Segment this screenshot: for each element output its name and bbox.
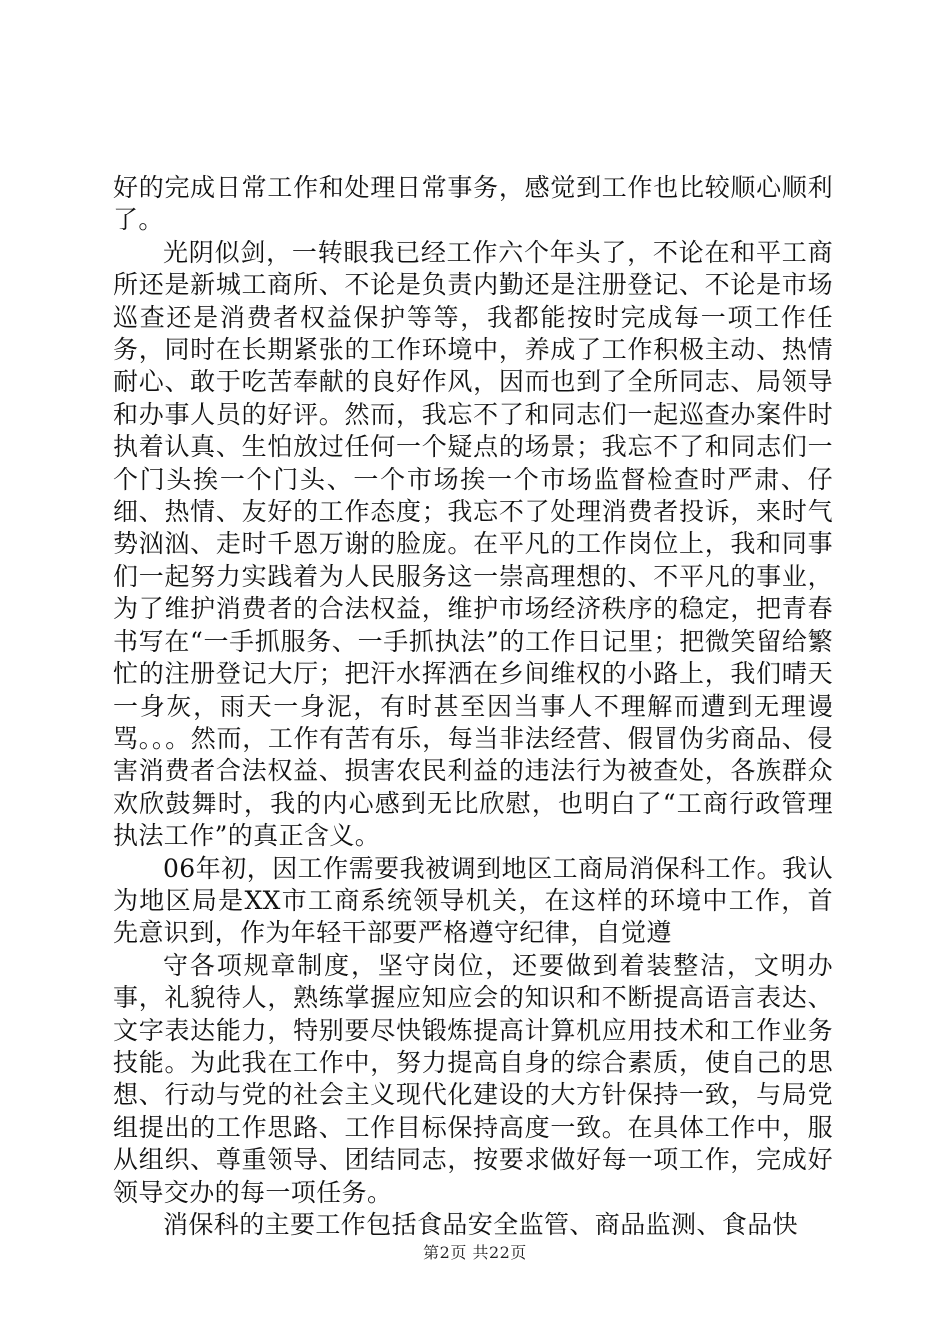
paragraph-1: 好的完成日常工作和处理日常事务，感觉到工作也比较顺心顺利了。 — [113, 173, 833, 235]
page-number-footer: 第2页 共22页 — [423, 1243, 527, 1262]
paragraph-4: 守各项规章制度，坚守岗位，还要做到着装整洁，文明办事，礼貌待人，熟练掌握应知应会的知识和不断提高语言表达、文字表达能力，特别要尽快锻炼提高计算机应用技术和工作业务技能。为此我在工作中，努力提高自身的综合素质，使自己的思想、行动与党的社会主义现代化建设的大方针保持一致，与局党组提出的工作思路、工作目标保持高度一致。在具体工作中，服从组织、尊重领导、团结同志，按要求做好每一项工作，完成好领导交办的每一项任务。 — [113, 950, 833, 1207]
paragraph-5: 消保科的主要工作包括食品安全监管、商品监测、食品快 — [163, 1210, 799, 1239]
paragraph-2: 光阴似剑，一转眼我已经工作六个年头了，不论在和平工商所还是新城工商所、不论是负责内勤还是注册登记、不论是市场巡查还是消费者权益保护等等，我都能按时完成每一项工作任务，同时在长期紧张的工作环境中，养成了工作积极主动、热情耐心、敢于吃苦奉献的良好作风，因而也到了全所同志、局领导和办事人员的好评。然而，我忘不了和同志们一起巡查办案件时执着认真、生怕放过任何一个疑点的场景；我忘不了和同志们一个门头挨一个门头、一个市场挨一个市场监督检查时严肃、仔细、热情、友好的工作态度；我忘不了处理消费者投诉，来时气势汹汹、走时千恩万谢的脸庞。在平凡的工作岗位上，我和同事们一起努力实践着为人民服务这一崇高理想的、不平凡的事业，为了维护消费者的合法权益，维护市场经济秩序的稳定，把青春书写在“一手抓服务、一手抓执法”的工作日记里；把微笑留给繁忙的注册登记大厅；把汗水挥洒在乡间维权的小路上，我们晴天一身灰，雨天一身泥，有时甚至因当事人不理解而遭到无理谩骂。。。然而，工作有苦有乐，每当非法经营、假冒伪劣商品、侵害消费者合法权益、损害农民利益的违法行为被查处，各族群众欢欣鼓舞时，我的内心感到无比欣慰，也明白了“工商行政管理执法工作”的真正含义。 — [113, 237, 833, 851]
document-body — [113, 172, 833, 1241]
paragraph-3: 06年初，因工作需要我被调到地区工商局消保科工作。我认为地区局是XX市工商系统领导机关，在这样的环境中工作，首先意识到，作为年轻干部要严格遵守纪律，自觉遵 — [113, 853, 833, 948]
